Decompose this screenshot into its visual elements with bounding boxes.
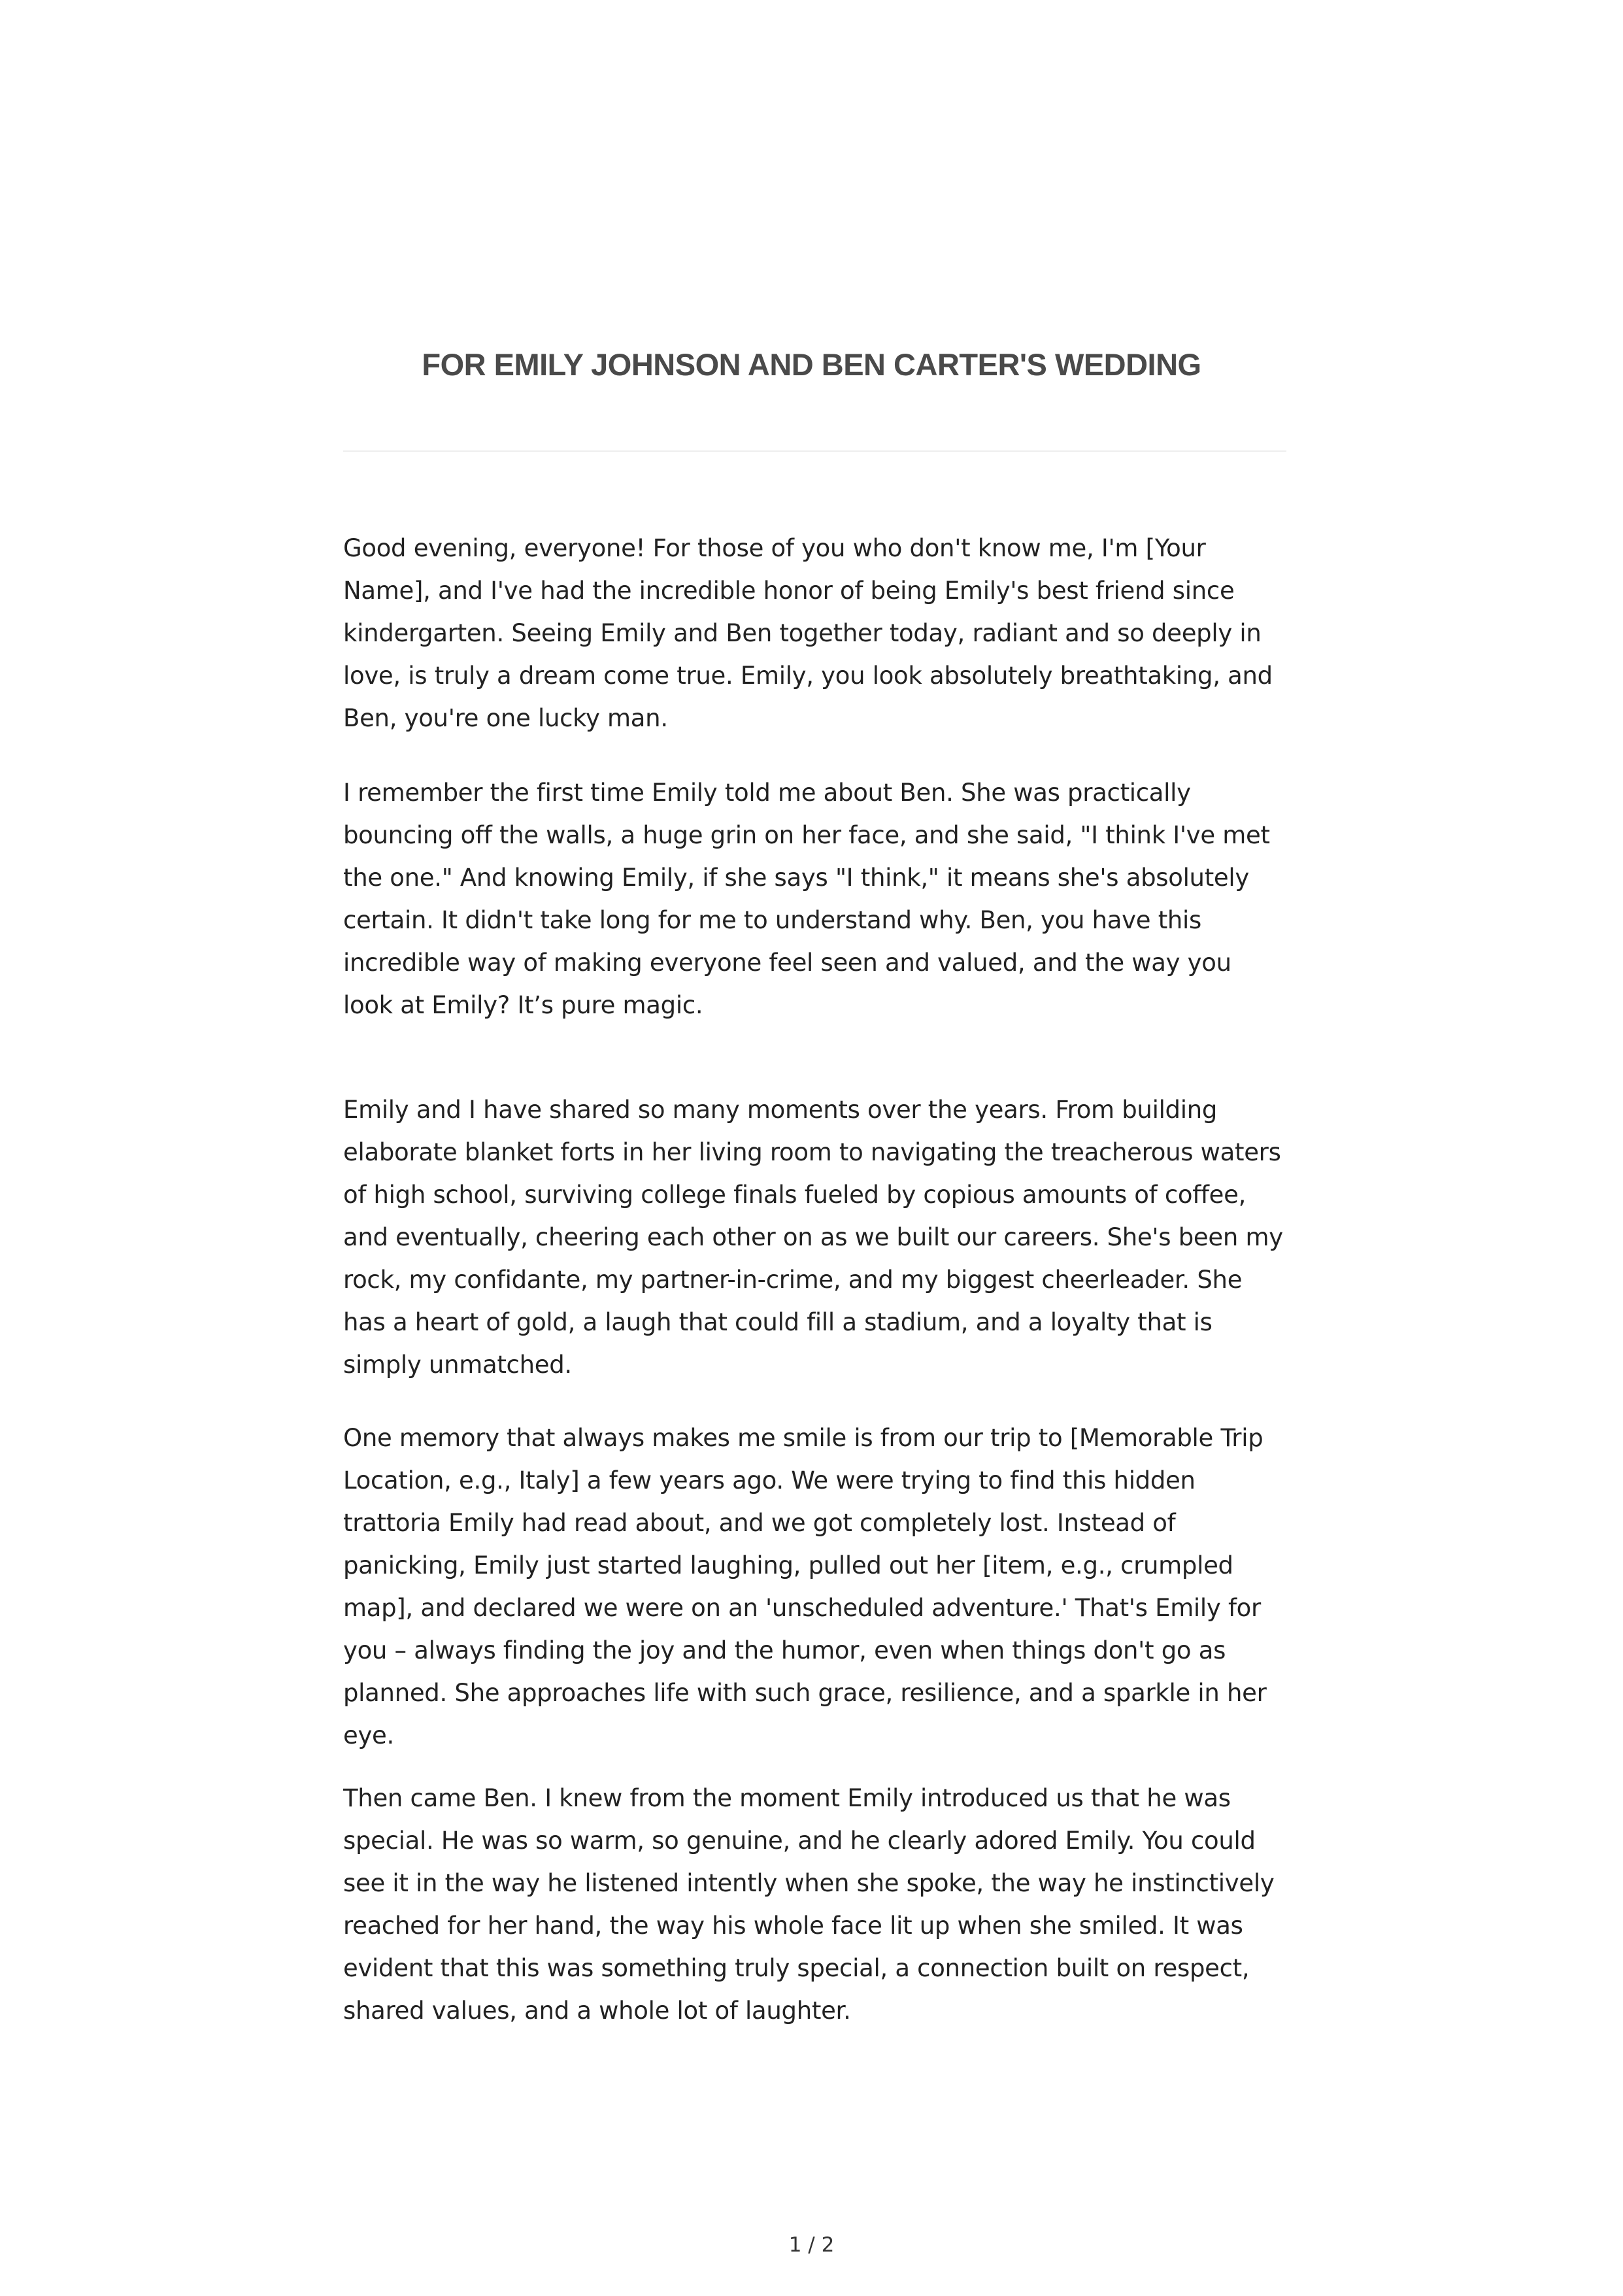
paragraph-5: Then came Ben. I knew from the moment Emily introduced us that he was special. He was so warm, so genuine, and he clearly adored Emily. You could see it in the way he listened intently when she spoke, the way he instinctively reached for her hand, the way his whole face lit up when she smiled. It was evident that this was something truly special, a connection built on respect, shared values, and a whole lot of laughter.: [343, 1784, 1275, 2025]
paragraph-1: Good evening, everyone! For those of you who don't know me, I'm [Your Name], and I've had the incredible honor of being Emily's best friend since kindergarten. Seeing Emily and Ben together today, radiant and so deeply in love, is truly a dream come true. Emily, you look absolutely breathtaking, and Ben, you're one lucky man.: [343, 534, 1273, 732]
paragraph-3: Emily and I have shared so many moments over the years. From building elaborate blanket forts in her living room to navigating the treacherous waters of high school, surviving college finals fueled by copious amounts of coffee, and eventually, cheering each other on as we built our careers. She's been my rock, my confidante, my partner-in-crime, and my biggest cheerleader. She has a heart of gold, a laugh that could fill a stadium, and a loyalty that is simply unmatched.: [343, 1096, 1283, 1379]
paragraph-2: I remember the first time Emily told me about Ben. She was practically bouncing off the walls, a huge grin on her face, and she said, "I think I've met the one." And knowing Emily, if she says "I think," it means she's absolutely certain. It didn't take long for me to understand why. Ben, you have this incredible way of making everyone feel seen and valued, and the way you look at Emily? It’s pure magic.: [343, 779, 1270, 1019]
page-number: 1 / 2: [788, 2233, 835, 2257]
title-divider: [343, 450, 1286, 452]
document-title: FOR EMILY JOHNSON AND BEN CARTER'S WEDDING: [422, 347, 1201, 382]
paragraph-4: One memory that always makes me smile is from our trip to [Memorable Trip Location, e.g., Italy] a few years ago. We were trying to find this hidden trattoria Emily had read about, and we got completely lost. Instead of panicking, Emily just started laughing, pulled out her [item, e.g., crumpled map], and declared we were on an 'unscheduled adventure.' That's Emily for you – always finding the joy and the humor, even when things don't go as planned. She approaches life with such grace, resilience, and a sparkle in her eye.: [343, 1424, 1267, 1749]
